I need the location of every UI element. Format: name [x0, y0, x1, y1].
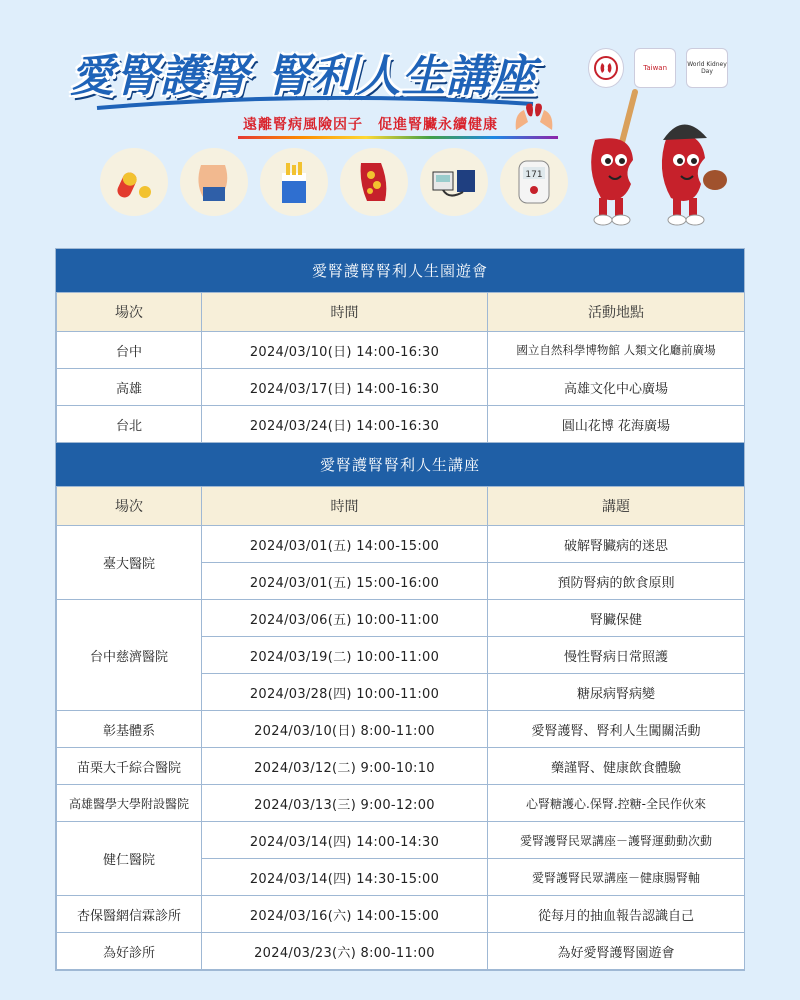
table-row	[57, 933, 745, 970]
time-cell: 2024/03/13(三) 9:00-12:00	[202, 785, 488, 822]
lecture-table	[56, 486, 745, 970]
topic-cell: 預防腎病的飲食原則	[488, 563, 745, 600]
table-row	[57, 600, 745, 637]
time-cell: 2024/03/14(四) 14:30-15:00	[202, 859, 488, 896]
schedule-sheet	[56, 249, 744, 970]
session-cell: 高雄醫學大學附設醫院	[57, 785, 202, 822]
column-header-time: 時間	[202, 487, 488, 526]
table-row	[57, 748, 745, 785]
column-header-venue: 活動地點	[488, 293, 745, 332]
session-cell: 臺大醫院	[57, 526, 202, 600]
blood-pressure-monitor-icon	[420, 148, 488, 216]
topic-cell: 藥謹腎、健康飲食體驗	[488, 748, 745, 785]
table-row	[57, 785, 745, 822]
poster-title: 愛腎護腎 腎利人生講座	[70, 51, 537, 102]
column-header-time: 時間	[202, 293, 488, 332]
topic-cell: 破解腎臟病的迷思	[488, 526, 745, 563]
session-cell: 苗栗大千綜合醫院	[57, 748, 202, 785]
venue-cell: 圓山花博 花海廣場	[488, 406, 745, 443]
topic-cell: 從每月的抽血報告認識自己	[488, 896, 745, 933]
glucose-meter-icon	[500, 148, 568, 216]
time-cell: 2024/03/10(日) 14:00-16:30	[202, 332, 488, 369]
pills-icon	[100, 148, 168, 216]
logo-text: Taiwan	[643, 64, 668, 72]
time-cell: 2024/03/16(六) 14:00-15:00	[202, 896, 488, 933]
time-cell: 2024/03/23(六) 8:00-11:00	[202, 933, 488, 970]
time-cell: 2024/03/24(日) 14:00-16:30	[202, 406, 488, 443]
lecture-section-title: 愛腎護腎腎利人生講座	[56, 443, 744, 486]
session-cell: 健仁醫院	[57, 822, 202, 896]
table-row	[57, 822, 745, 859]
belly-icon	[180, 148, 248, 216]
hands-kidney-icon	[510, 100, 558, 134]
table-row	[57, 369, 745, 406]
time-cell: 2024/03/06(五) 10:00-11:00	[202, 600, 488, 637]
topic-cell: 糖尿病腎病變	[488, 674, 745, 711]
session-cell: 杏保醫網信霖診所	[57, 896, 202, 933]
cigarettes-icon	[260, 148, 328, 216]
table-row	[57, 526, 745, 563]
venue-cell: 國立自然科學博物館 人類文化廳前廣場	[488, 332, 745, 369]
topic-cell: 慢性腎病日常照護	[488, 637, 745, 674]
table-row	[57, 332, 745, 369]
time-cell: 2024/03/01(五) 14:00-15:00	[202, 526, 488, 563]
venue-cell: 高雄文化中心廣場	[488, 369, 745, 406]
title-swoosh	[95, 96, 535, 112]
column-header-session: 場次	[57, 487, 202, 526]
rainbow-underline	[238, 136, 558, 139]
lecture-header-row	[57, 487, 745, 526]
time-cell: 2024/03/10(日) 8:00-11:00	[202, 711, 488, 748]
session-cell: 台中慈濟醫院	[57, 600, 202, 711]
column-header-session: 場次	[57, 293, 202, 332]
fair-header-row	[57, 293, 745, 332]
svg-text:171: 171	[525, 170, 543, 180]
time-cell: 2024/03/12(二) 9:00-10:10	[202, 748, 488, 785]
time-cell: 2024/03/28(四) 10:00-11:00	[202, 674, 488, 711]
risk-factor-icons	[100, 148, 568, 216]
table-row	[57, 711, 745, 748]
session-cell: 為好診所	[57, 933, 202, 970]
fair-section-title: 愛腎護腎腎利人生園遊會	[56, 249, 744, 292]
time-cell: 2024/03/19(二) 10:00-11:00	[202, 637, 488, 674]
session-cell: 彰基體系	[57, 711, 202, 748]
blood-vessel-icon	[340, 148, 408, 216]
topic-cell: 心腎糖護心.保腎.控糖-全民作伙來	[488, 785, 745, 822]
table-row	[57, 896, 745, 933]
logo-text: World Kidney Day	[687, 61, 727, 75]
column-header-topic: 講題	[488, 487, 745, 526]
session-cell: 台北	[57, 406, 202, 443]
session-cell: 高雄	[57, 369, 202, 406]
fair-table	[56, 292, 745, 443]
kidney-mascots-illustration	[575, 80, 735, 230]
time-cell: 2024/03/14(四) 14:00-14:30	[202, 822, 488, 859]
time-cell: 2024/03/01(五) 15:00-16:00	[202, 563, 488, 600]
table-row	[57, 406, 745, 443]
topic-cell: 為好愛腎護腎園遊會	[488, 933, 745, 970]
topic-cell: 愛腎護腎民眾講座－健康腸腎軸	[488, 859, 745, 896]
poster-subtitle: 遠離腎病風險因子 促進腎臟永續健康	[243, 117, 498, 133]
topic-cell: 腎臟保健	[488, 600, 745, 637]
topic-cell: 愛腎護腎民眾講座－護腎運動動次動	[488, 822, 745, 859]
topic-cell: 愛腎護腎、腎利人生闖關活動	[488, 711, 745, 748]
poster-header	[0, 0, 800, 240]
session-cell: 台中	[57, 332, 202, 369]
time-cell: 2024/03/17(日) 14:00-16:30	[202, 369, 488, 406]
